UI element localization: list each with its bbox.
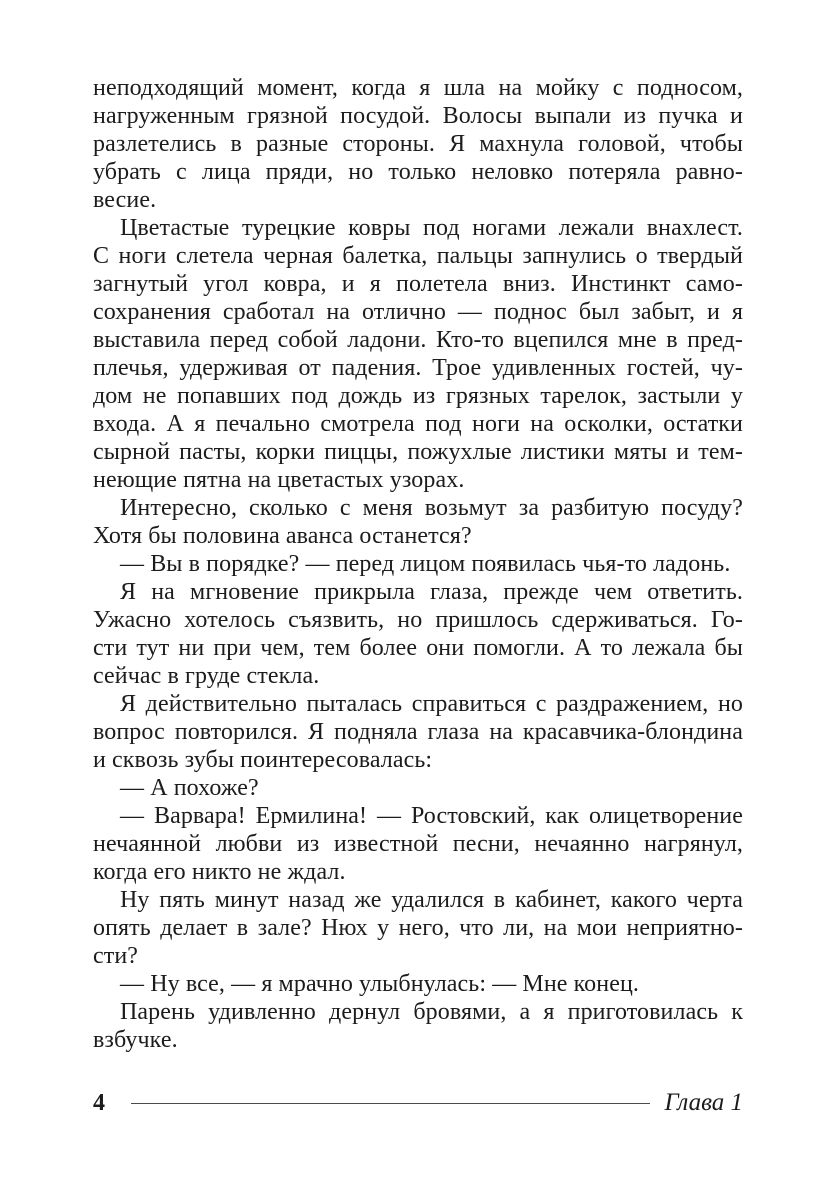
text-line: дом не попавших под дождь из грязных тарелок, застыли у — [93, 383, 743, 409]
text-line: — Ну все, — я мрачно улыбнулась: — Мне конец. — [120, 971, 640, 997]
paragraph — [93, 74, 743, 214]
text-line: плечья, удерживая от падения. Трое удивленных гостей, чу- — [93, 355, 743, 381]
page-footer — [93, 1089, 743, 1117]
paragraph — [93, 214, 743, 494]
text-line: — Варвара! Ермилина! — Ростовский, как олицетворение — [120, 803, 743, 829]
paragraph — [93, 494, 743, 550]
text-line: нечаянной любви из известной песни, нечаянно нагрянул, — [93, 831, 743, 857]
text-line: сырной пасты, корки пиццы, пожухлые листики мяты и тем- — [93, 439, 743, 465]
text-line: неподходящий момент, когда я шла на мойку с подносом, — [93, 75, 743, 101]
paragraph — [93, 690, 743, 774]
text-line: вопрос повторился. Я подняла глаза на красавчика-блондина — [93, 719, 743, 745]
paragraph — [93, 774, 743, 802]
page-number: 4 — [93, 1090, 105, 1116]
paragraph — [93, 802, 743, 886]
text-line: Цветастые турецкие ковры под ногами лежали внахлест. — [120, 215, 743, 241]
paragraph — [93, 970, 743, 998]
text-line: Ужасно хотелось съязвить, но пришлось сдерживаться. Го- — [93, 607, 743, 633]
text-line: нагруженным грязной посудой. Волосы выпали из пучка и — [93, 103, 743, 129]
text-line: сти тут ни при чем, тем более они помогли. А то лежала бы — [93, 635, 743, 661]
paragraph — [93, 550, 743, 578]
text-line: входа. А я печально смотрела под ноги на осколки, остатки — [93, 411, 743, 437]
text-line: и сквозь зубы поинтересовалась: — [93, 747, 433, 773]
body-text — [93, 74, 743, 1054]
text-line: убрать с лица пряди, но только неловко потеряла равно- — [93, 159, 743, 185]
text-line: Хотя бы половина аванса останется? — [93, 523, 472, 549]
text-line: опять делает в зале? Нюх у него, что ли, на мои неприятно- — [93, 915, 743, 941]
text-line: — А похоже? — [120, 775, 259, 801]
text-line: Я на мгновение прикрыла глаза, прежде чем ответить. — [120, 579, 743, 605]
text-line: Интересно, сколько с меня возьмут за разбитую посуду? — [120, 495, 743, 521]
text-line: взбучке. — [93, 1027, 178, 1053]
text-line: сти? — [93, 943, 139, 969]
text-line: сейчас в груде стекла. — [93, 663, 320, 689]
text-line: С ноги слетела черная балетка, пальцы запнулись о твердый — [93, 243, 743, 269]
text-line: Я действительно пыталась справиться с раздражением, но — [120, 691, 743, 717]
chapter-label: Глава 1 — [664, 1089, 743, 1116]
text-line: — Вы в порядке? — перед лицом появилась чья-то ладонь. — [120, 551, 731, 577]
text-line: выставила перед собой ладони. Кто-то вцепился мне в пред- — [93, 327, 743, 353]
footer-rule — [131, 1103, 650, 1104]
text-line: весие. — [93, 187, 157, 213]
text-line: загнутый угол ковра, и я полетела вниз. Инстинкт само- — [93, 271, 743, 297]
text-line: Ну пять минут назад же удалился в кабинет, какого черта — [120, 887, 743, 913]
text-line: неющие пятна на цветастых узорах. — [93, 467, 465, 493]
text-line: Парень удивленно дернул бровями, а я приготовилась к — [120, 999, 743, 1025]
text-line: разлетелись в разные стороны. Я махнула головой, чтобы — [93, 131, 743, 157]
paragraph — [93, 998, 743, 1054]
text-line: сохранения сработал на отлично — поднос был забыт, и я — [93, 299, 743, 325]
paragraph — [93, 886, 743, 970]
text-line: когда его никто не ждал. — [93, 859, 346, 885]
paragraph — [93, 578, 743, 690]
